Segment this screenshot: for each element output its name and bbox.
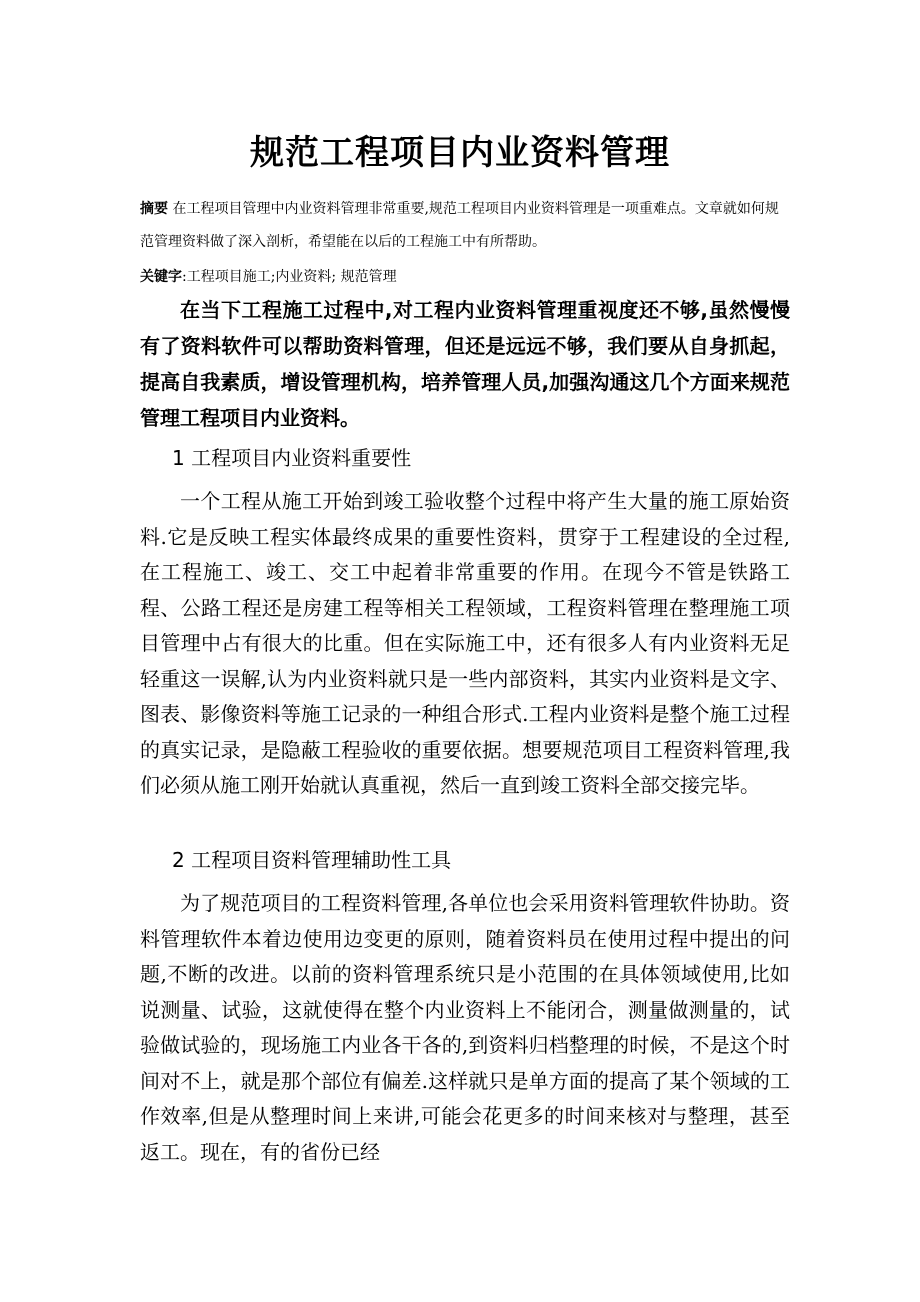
abstract [140,193,790,259]
document-title: 规范工程项目内业资料管理 [250,133,670,173]
section-1-heading: 1 工程项目内业资料重要性 [172,446,412,470]
section-2-heading: 2 工程项目资料管理辅助性工具 [172,848,452,872]
abstract-text: 在工程项目管理中内业资料管理非常重要,规范工程项目内业资料管理是一项重难点。文章就如何规范管理资料做了深入剖析，希望能在以后的工程施工中有所帮助。 [140,201,779,250]
keywords-label: 关键字 [140,269,182,285]
intro-paragraph: 在当下工程施工过程中,对工程内业资料管理重视度还不够,虽然慢慢有了资料软件可以帮助资料管理，但还是远远不够，我们要从自身抓起，提高自我素质，增设管理机构，培养管理人员,加强沟通这几个方面来规范管理工程项目内业资料。 [140,298,790,430]
section-1-paragraph: 一个工程从施工开始到竣工验收整个过程中将产生大量的施工原始资料.它是反映工程实体最终成果的重要性资料，贯穿于工程建设的全过程,在工程施工、竣工、交工中起着非常重要的作用。在现今不管是铁路工程、公路工程还是房建工程等相关工程领域，工程资料管理在整理施工项目管理中占有很大的比重。但在实际施工中，还有很多人有内业资料无足轻重这一误解,认为内业资料就只是一些内部资料，其实内业资料是文字、图表、影像资料等施工记录的一种组合形式.工程内业资料是整个施工过程的真实记录，是隐蔽工程验收的重要依据。想要规范项目工程资料管理,我们必须从施工刚开始就认真重视，然后一直到竣工资料全部交接完毕。 [140,489,790,797]
abstract-label: 摘要 [140,201,168,217]
section-2-paragraph: 为了规范项目的工程资料管理,各单位也会采用资料管理软件协助。资料管理软件本着边使用边变更的原则，随着资料员在使用过程中提出的问题,不断的改进。以前的资料管理系统只是小范围的在具体领域使用,比如说测量、试验，这就使得在整个内业资料上不能闭合，测量做测量的，试验做试验的，现场施工内业各干各的,到资料归档整理的时候，不是这个时间对不上，就是那个部位有偏差.这样就只是单方面的提高了某个领域的工作效率,但是从整理时间上来讲,可能会花更多的时间来核对与整理，甚至返工。现在，有的省份已经 [140,891,790,1164]
keywords-text: :工程项目施工;内业资料; 规范管理 [182,269,397,285]
keywords [140,262,790,292]
